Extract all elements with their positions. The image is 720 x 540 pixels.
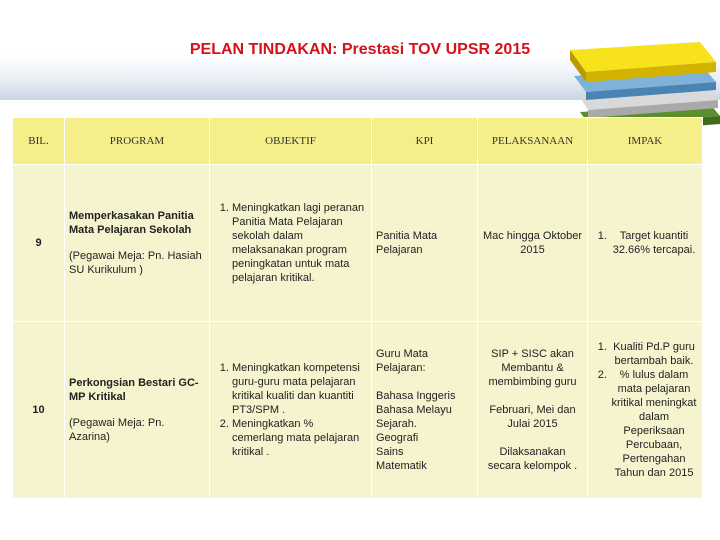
pelaksanaan-item: Mac hingga Oktober 2015: [482, 230, 583, 256]
kpi-item: Bahasa Melayu: [376, 404, 452, 416]
page-title: PELAN TINDAKAN: Prestasi TOV UPSR 2015: [189, 41, 531, 58]
pegawai-meja-label: (Pegawai Meja: [69, 417, 142, 429]
program-cell: [65, 165, 210, 322]
kpi-item: Guru Mata Pelajaran:: [376, 348, 428, 374]
table-header-row: [13, 118, 703, 165]
header-bil: BIL.: [13, 118, 65, 165]
header-kpi: KPI: [372, 118, 478, 165]
kpi-item: Matematik: [376, 460, 427, 472]
program-cell: [65, 322, 210, 499]
pelaksanaan-cell: [478, 322, 588, 499]
impak-item: 1. Kualiti Pd.P guru bertambah baik.: [610, 340, 698, 368]
table-row: [13, 322, 703, 499]
impak-cell: [588, 165, 703, 322]
program-title: Perkongsian Bestari GC-MP Kritikal: [69, 377, 199, 403]
impak-item: 1. Target kuantiti 32.66% tercapai.: [610, 229, 698, 257]
objektif-item: 1. Meningkatkan kompetensi guru-guru mata pelajaran kritikal kualiti dan kuantiti PT3/SPM .: [232, 361, 367, 417]
program-title: Memperkasakan Panitia Mata Pelajaran Sekolah: [69, 210, 194, 236]
header-program: PROGRAM: [65, 118, 210, 165]
kpi-item: Bahasa Inggeris: [376, 390, 456, 402]
header-impak: IMPAK: [588, 118, 703, 165]
bil-cell: 10: [13, 322, 65, 499]
objektif-cell: [210, 322, 372, 499]
impak-cell: [588, 322, 703, 499]
objektif-item: 2. Meningkatkan % cemerlang mata pelajaran kritikal .: [232, 417, 367, 459]
pelaksanaan-cell: [478, 165, 588, 322]
kpi-item: Sejarah.: [376, 418, 417, 430]
header-objektif: OBJEKTIF: [210, 118, 372, 165]
kpi-item: Sains: [376, 446, 404, 458]
pegawai-meja-value: : Pn. Azarina): [69, 417, 165, 443]
kpi-item: Panitia Mata Pelajaran: [376, 230, 438, 256]
pegawai-meja-value: : Pn. Hasiah SU Kurikulum ): [69, 250, 202, 276]
impak-item: 2. % lulus dalam mata pelajaran kritikal meningkat dalam Peperiksaan Percubaan, Pertengahan Tahun dan 2015: [610, 368, 698, 480]
kpi-cell: [372, 322, 478, 499]
objektif-cell: [210, 165, 372, 322]
kpi-cell: [372, 165, 478, 322]
bil-cell: 9: [13, 165, 65, 322]
kpi-item: Geografi: [376, 432, 419, 444]
table-row: [13, 165, 703, 322]
objektif-item: 1. Meningkatkan lagi peranan Panitia Mata Pelajaran sekolah dalam melaksanakan program peningkatan untuk mata pelajaran kritikal.: [232, 201, 367, 285]
header-pelaksanaan: PELAKSANAAN: [478, 118, 588, 165]
pelaksanaan-item: SIP + SISC akan Membantu & membimbing guru: [488, 348, 577, 388]
action-plan-table: [12, 117, 703, 499]
pelaksanaan-item: Dilaksanakan secara kelompok .: [487, 446, 578, 472]
pelaksanaan-item: Februari, Mei dan Julai 2015: [489, 404, 576, 430]
pegawai-meja-label: (Pegawai Meja: [69, 250, 142, 262]
